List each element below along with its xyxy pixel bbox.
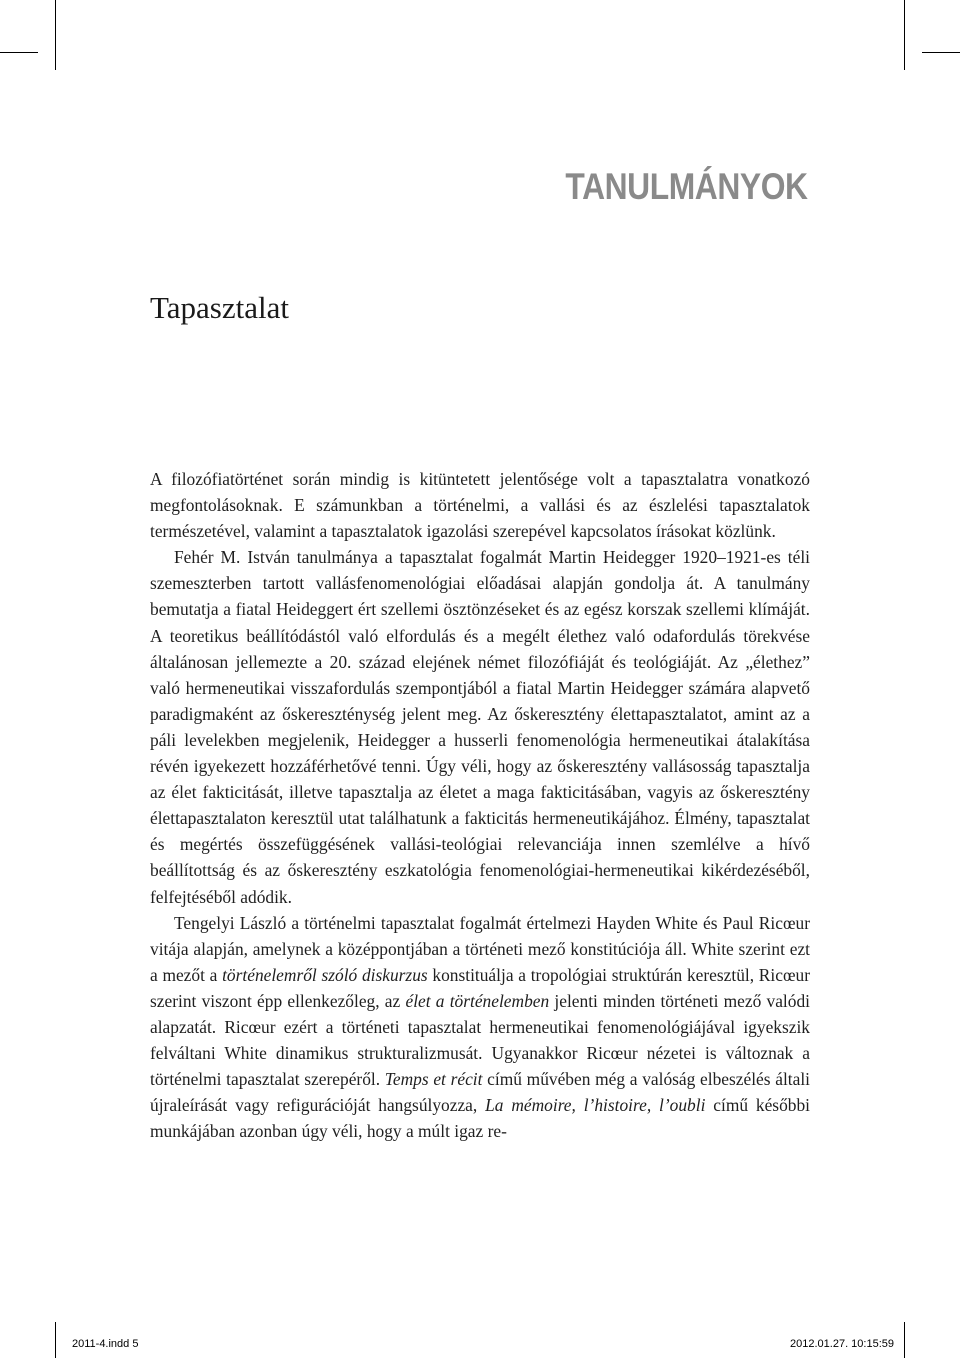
text-run: A filozófiatörténet során mindig is kitüntetett jelentősége volt a tapasztalatra vonatkozó megfontolásoknak. E számunkban a történelmi, a vallási és az észlelési tapasztalatok természetével, valamint a tapasztalatok igazolási szerepével kapcsolatos írásokat közlünk.	[150, 469, 810, 542]
crop-mark	[904, 1322, 905, 1358]
body-paragraph	[150, 910, 810, 1145]
text-run: Tengelyi László a történelmi tapasztalat fogalmát értelmezi Hayden White és Paul Ricœur vitája alapján, amelynek a középpontjában a történeti mező konstitúciója áll. White szerint ezt a mezőt a	[150, 912, 810, 985]
section-header: TANULMÁNYOK	[565, 166, 808, 207]
text-run: című művében még a valóság elbeszélés általi újraleírását vagy refigurációját hangsúlyozza,	[150, 1069, 810, 1116]
italic-phrase: Temps et récit	[384, 1069, 483, 1090]
crop-mark	[922, 52, 960, 53]
italic-phrase: történelemről szóló diskurzus	[222, 964, 428, 985]
article-body	[150, 466, 810, 1144]
text-run: Fehér M. István tanulmánya a tapasztalat fogalmát Martin Heidegger 1920–1921-es téli szemeszterben tartott vallásfenomenológiai előadásai alapján gondolja át. A tanulmány bemutatja a fiatal Heideggert ért szellemi ösztönzéseket és az egész korszak szellemi klímáját. A teoretikus beállítódástól való elfordulás és a megélt élethez való odafordulás törekvése általánosan jellemezte a 20. század elejének német filozófiáját és teológiáját. Az „élethez” való hermeneutikai visszafordulás szempontjából a fiatal Martin Heidegger számára alapvető paradigmaként az őskereszténység jelent meg. Az őskeresztény élettapasztalatot, amint az a páli levelekben megjelenik, Heidegger a husserli fenomenológia hermeneutikai átalakítása révén igyekezett hozzáférhetővé tenni. Úgy véli, hogy az őskeresztény vallásosság tapasztalja az élet fakticitását, illetve tapasztalja az életet a maga fakticitásában, vagyis az őskeresztény élettapasztalaton keresztül utat találhatunk a fakticitás hermeneutikájához. Élmény, tapasztalat és megértés összefüggésének vallási-teológiai relevanciája innen szemlélve a hívő beállítottság és az őskeresztény eszkatológia fenomenológiai-hermeneutikai kikérdezéséből, felfejtéséből adódik.	[150, 547, 810, 907]
text-run: konstituálja a tropológiai struktúrán keresztül, Ricœur szerint viszont épp ellenkezőleg, az	[150, 964, 810, 1011]
article-title: Tapasztalat	[150, 290, 289, 325]
footer-timestamp: 2012.01.27. 10:15:59	[790, 1338, 894, 1350]
body-paragraph	[150, 466, 810, 544]
crop-mark	[904, 0, 905, 70]
crop-mark	[55, 0, 56, 70]
footer-file-info: 2011-4.indd 5	[72, 1338, 139, 1350]
italic-phrase: élet a történelemben	[405, 990, 550, 1011]
italic-phrase: La mémoire, l’histoire, l’oubli	[485, 1095, 706, 1116]
crop-mark	[55, 1322, 56, 1358]
text-run: című későbbi munkájában azonban úgy véli, hogy a múlt igaz re-	[150, 1095, 810, 1142]
text-run: jelenti minden történeti mező valódi alapzatát. Ricœur ezért a történeti tapasztalat hermeneutikai fenomenológiájával igyekszik felváltani White dinamikus strukturalizmusát. Ugyanakkor Ricœur nézetei is változnak a történelmi tapasztalat szerepéről.	[150, 990, 810, 1090]
crop-mark	[0, 52, 38, 53]
body-paragraph	[150, 544, 810, 909]
